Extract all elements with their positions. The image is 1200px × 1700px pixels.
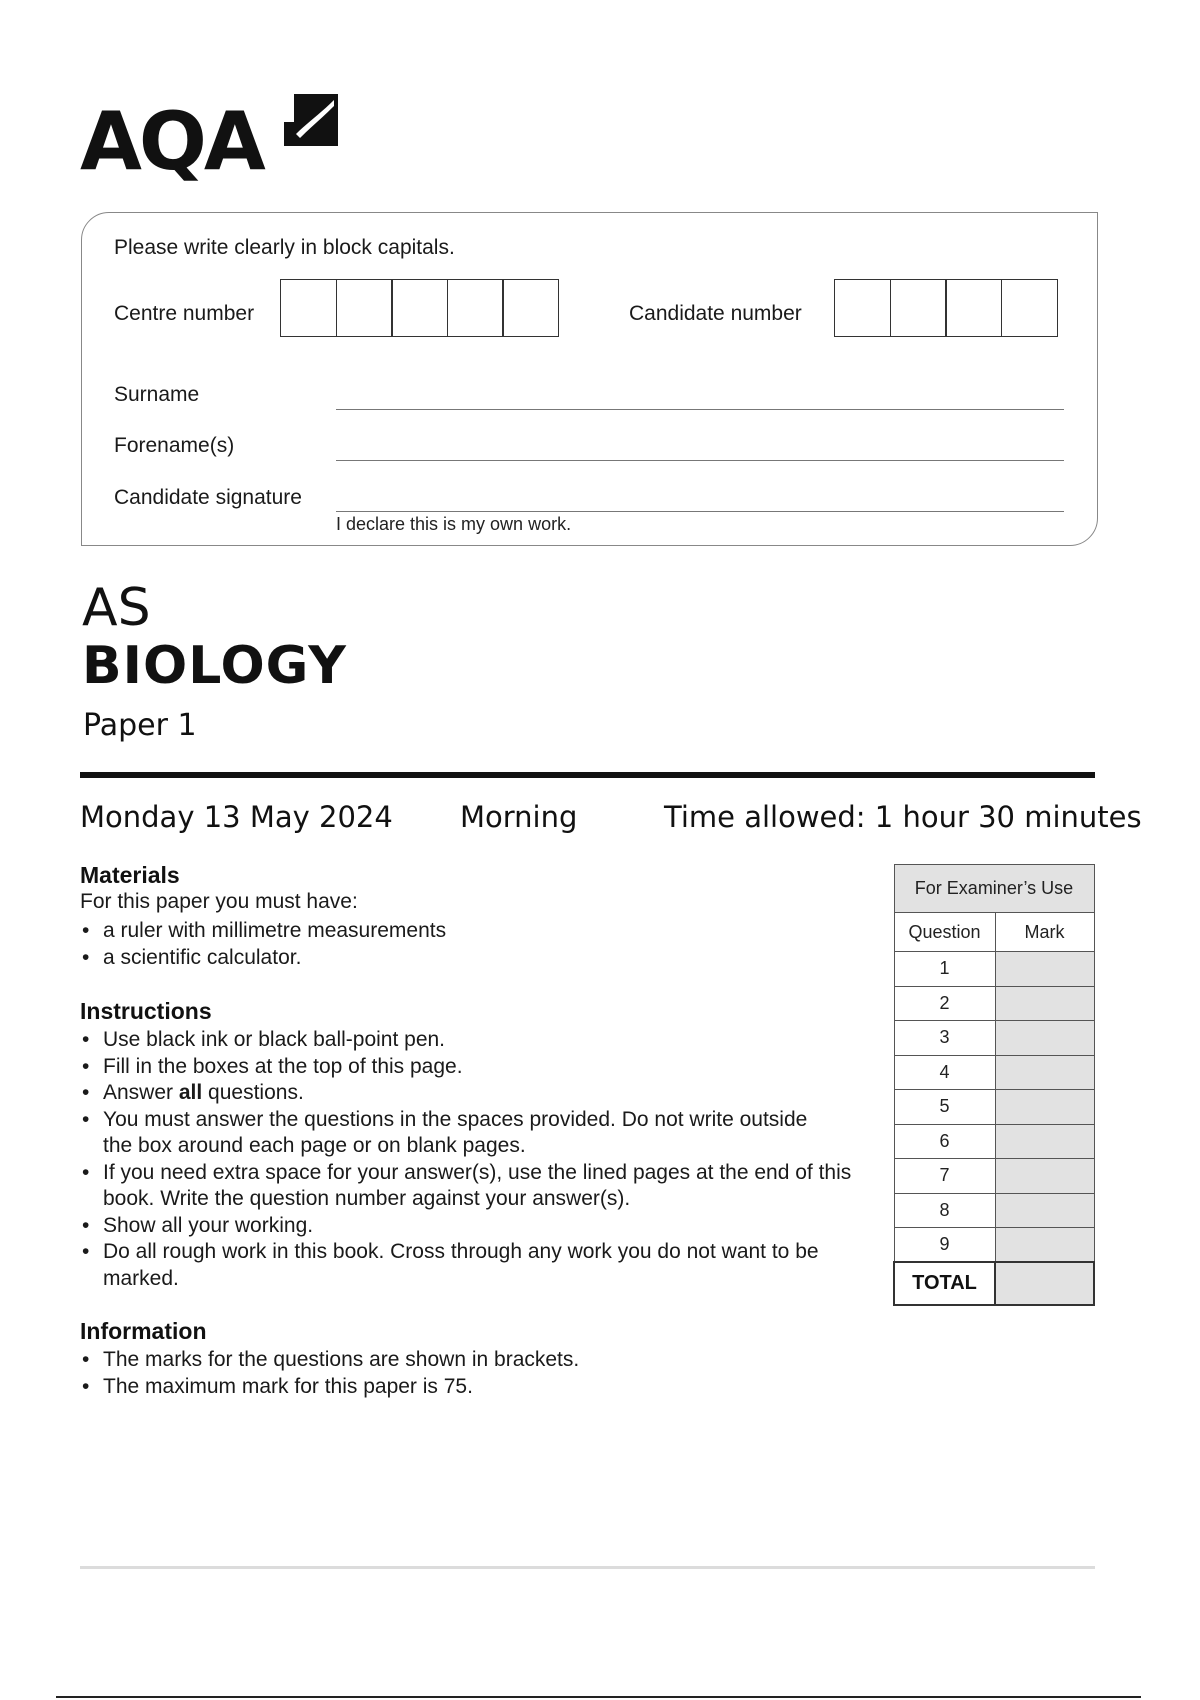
signature-label: Candidate signature	[114, 486, 302, 509]
materials-list	[80, 918, 446, 971]
information-heading: Information	[80, 1318, 207, 1344]
mark-cell[interactable]	[995, 1090, 1094, 1125]
page-bottom-rule	[56, 1696, 1141, 1698]
question-number: 2	[894, 986, 995, 1021]
list-item: • If you need extra space for your answer(s), use the lined pages at the end of this book. Write the question number against your answer(s).	[80, 1160, 870, 1213]
centre-number-label: Centre number	[114, 302, 255, 325]
total-label: TOTAL	[894, 1262, 995, 1305]
exam-session: Morning	[460, 800, 578, 834]
question-number: 1	[894, 952, 995, 987]
mark-cell[interactable]	[995, 1228, 1094, 1263]
candidate-number-boxes[interactable]	[834, 279, 1058, 337]
paper-number: Paper 1	[83, 708, 197, 743]
centre-number-digit[interactable]	[502, 279, 559, 337]
centre-number-digit[interactable]	[280, 279, 337, 337]
logo-text: AQA	[80, 95, 263, 188]
list-item	[80, 1080, 870, 1107]
candidate-number-digit[interactable]	[834, 279, 891, 337]
mark-cell[interactable]	[995, 1124, 1094, 1159]
declaration-text: I declare this is my own work.	[336, 514, 572, 534]
total-mark-cell[interactable]	[995, 1262, 1094, 1305]
candidate-number-digit[interactable]	[1001, 279, 1058, 337]
footer-divider	[80, 1566, 1095, 1569]
list-item: • Do all rough work in this book. Cross through any work you do not want to be marked.	[80, 1239, 820, 1292]
question-number: 3	[894, 1021, 995, 1056]
question-number: 6	[894, 1124, 995, 1159]
surname-label: Surname	[114, 383, 200, 406]
list-item: • The marks for the questions are shown in brackets.	[80, 1347, 579, 1374]
question-number: 9	[894, 1228, 995, 1263]
list-item: • Use black ink or black ball-point pen.	[80, 1027, 870, 1054]
aqa-leaf-mark-icon	[280, 92, 340, 152]
subject-name: BIOLOGY	[82, 636, 347, 696]
materials-heading: Materials	[80, 862, 180, 888]
time-allowed: Time allowed: 1 hour 30 minutes	[664, 800, 1142, 834]
list-item: • Show all your working.	[80, 1213, 870, 1240]
list-item: • a ruler with millimetre measurements	[80, 918, 446, 945]
candidate-number-digit[interactable]	[945, 279, 1002, 337]
question-number: 5	[894, 1090, 995, 1125]
information-list	[80, 1347, 579, 1400]
mark-column-header: Mark	[995, 913, 1094, 952]
candidate-details-box	[81, 212, 1098, 546]
subject-level: AS	[82, 578, 151, 638]
mark-cell[interactable]	[995, 952, 1094, 987]
question-number: 7	[894, 1159, 995, 1194]
mark-cell[interactable]	[995, 1159, 1094, 1194]
examiner-table-title: For Examiner’s Use	[894, 865, 1094, 913]
list-item: • You must answer the questions in the spaces provided. Do not write outside the box around each page or on blank pages.	[80, 1107, 810, 1160]
mark-cell[interactable]	[995, 1055, 1094, 1090]
instructions-list	[80, 1027, 870, 1292]
examiner-use-table	[893, 864, 1095, 1306]
materials-intro: For this paper you must have:	[80, 890, 358, 913]
question-number: 4	[894, 1055, 995, 1090]
list-item-text: Answer	[103, 1081, 179, 1104]
mark-cell[interactable]	[995, 986, 1094, 1021]
centre-number-digit[interactable]	[336, 279, 393, 337]
centre-number-boxes[interactable]	[280, 279, 559, 337]
centre-number-digit[interactable]	[391, 279, 448, 337]
mark-cell[interactable]	[995, 1021, 1094, 1056]
aqa-logo	[80, 92, 350, 187]
question-column-header: Question	[894, 913, 995, 952]
centre-number-digit[interactable]	[447, 279, 504, 337]
list-item: • Fill in the boxes at the top of this page.	[80, 1054, 870, 1081]
forenames-field[interactable]	[336, 460, 1064, 461]
list-item-text: questions.	[202, 1081, 304, 1104]
surname-field[interactable]	[336, 409, 1064, 410]
candidate-number-label: Candidate number	[629, 302, 802, 325]
block-capitals-instruction: Please write clearly in block capitals.	[114, 236, 455, 259]
exam-date: Monday 13 May 2024	[80, 800, 393, 834]
list-item: • a scientific calculator.	[80, 945, 446, 972]
forenames-label: Forename(s)	[114, 434, 235, 457]
signature-field[interactable]	[336, 511, 1064, 512]
candidate-number-digit[interactable]	[890, 279, 947, 337]
emphasis-all: all	[178, 1081, 203, 1104]
list-item: • The maximum mark for this paper is 75.	[80, 1374, 579, 1401]
divider-rule	[80, 772, 1095, 778]
mark-cell[interactable]	[995, 1193, 1094, 1228]
question-number: 8	[894, 1193, 995, 1228]
instructions-heading: Instructions	[80, 998, 212, 1024]
